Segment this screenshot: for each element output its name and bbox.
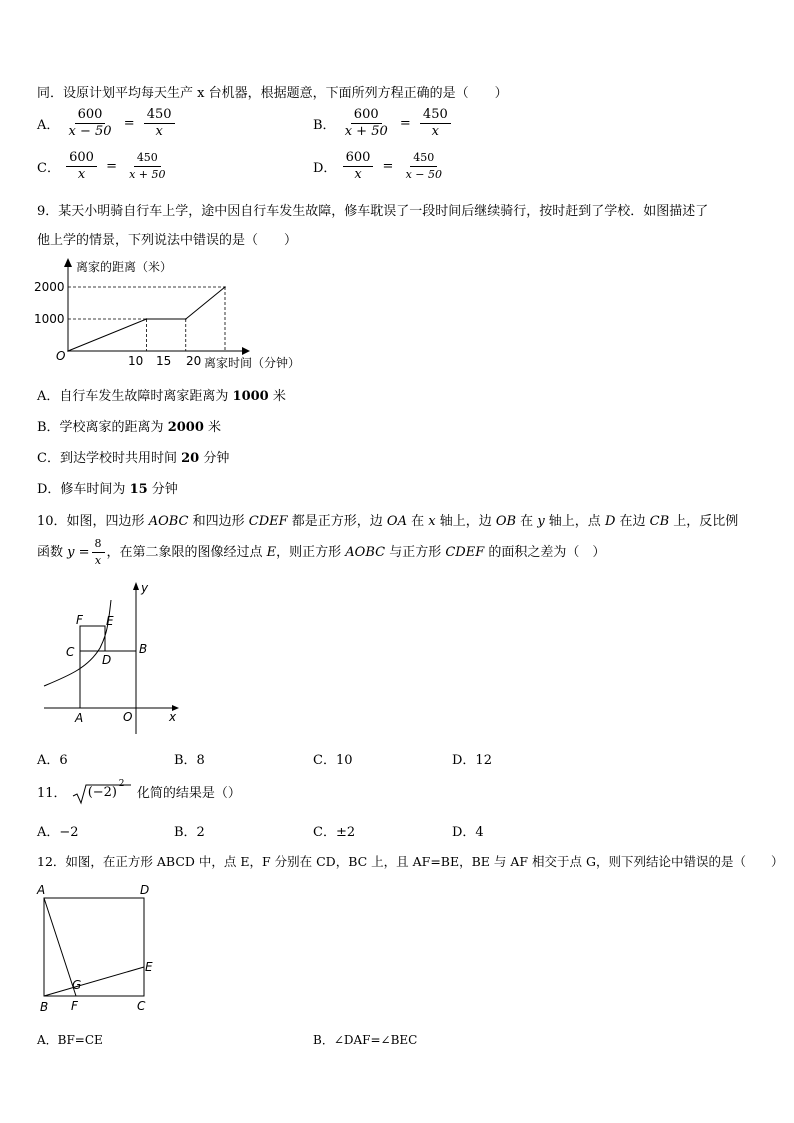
q12-stem: 12．如图，在正方形 ABCD 中，点 E，F 分别在 CD，BC 上，且 AF=BE，BE 与 AF 相交于点 G，则下列结论中错误的是（ ） (37, 854, 784, 869)
origin-label: O (56, 349, 66, 363)
frac-right: $\frac{450}{x + 50}$ (129, 151, 166, 181)
q9-stem-line2: 他上学的情景，下列说法中错误的是（ ） (37, 233, 298, 248)
frac-right: $\frac{450}{x}$ (144, 107, 175, 140)
label-f: F (76, 613, 83, 627)
x-tick-20: 20 (186, 354, 202, 368)
label-d: D (102, 653, 112, 667)
q8-option-a[interactable]: A． $\frac{600}{x - 50}$ = $\frac{450}{x}$ (37, 107, 177, 140)
x-axis-arrow-icon (242, 347, 250, 355)
frac-right: $\frac{450}{x}$ (420, 107, 451, 140)
segment-be (44, 967, 144, 996)
q8-option-c[interactable]: C． $\frac{600}{x}$ = $\frac{450}{x + 50}$ (37, 150, 171, 183)
frac-left: $\frac{600}{x - 50}$ (68, 107, 112, 139)
q11-stem: 11． (−2) 2 化简的结果是（） (37, 782, 241, 805)
q12-figure (34, 878, 164, 1018)
label-a: A (37, 883, 46, 897)
y-tick-1000: 1000 (34, 312, 65, 326)
label-e: E (106, 614, 114, 628)
q10-stem-line2: 函数 y = $\frac{8}{x}$ ，在第二象限的图像经过点 E，则正方形 AOBC 与正方形 CDEF 的面积之差为（ ） (37, 537, 606, 567)
q10-stem-line1: 10．如图，四边形 AOBC 和四边形 CDEF 都是正方形，边 OA 在 x 轴上，边 OB 在 y 轴上，点 D 在边 CB 上，反比例 (37, 514, 739, 529)
q10-option-a[interactable]: A．6 (37, 753, 68, 768)
q12-option-a[interactable]: A．BF=CE (37, 1033, 103, 1047)
label-b: B (139, 642, 148, 656)
data-point (185, 318, 187, 320)
q11-option-a[interactable]: A．−2 (37, 825, 79, 840)
x-tick-10: 10 (128, 354, 144, 368)
q10-option-d[interactable]: D．12 (452, 753, 492, 768)
label-c: C (66, 645, 75, 659)
q12-option-b[interactable]: B．∠DAF=∠BEC (313, 1033, 418, 1047)
q9-option-b[interactable]: B．学校离家的距离为 2000 米 (37, 420, 222, 435)
label-d: D (140, 883, 150, 897)
q8-option-d[interactable]: D． $\frac{600}{x}$ = $\frac{450}{x - 50}$ (313, 150, 447, 183)
q11-option-d[interactable]: D．4 (452, 825, 484, 840)
frac-right: $\frac{450}{x - 50}$ (405, 151, 443, 181)
sqrt-expression: (−2) 2 (71, 783, 133, 805)
label-x: x (169, 710, 177, 724)
x-axis-label: 离家时间（分钟） (204, 356, 301, 370)
label-c: C (137, 999, 146, 1013)
q9-option-d[interactable]: D．修车时间为 15 分钟 (37, 482, 178, 497)
square-cdef (80, 626, 105, 651)
label-a: A (75, 711, 84, 725)
data-point (146, 318, 148, 320)
label-b: B (40, 1000, 49, 1014)
data-point (224, 286, 226, 288)
q10-option-b[interactable]: B．8 (174, 753, 205, 768)
frac-left: $\frac{600}{x}$ (66, 150, 97, 183)
frac-left: $\frac{600}{x + 50}$ (344, 107, 388, 139)
label-o: O (123, 710, 133, 724)
label-y: y (141, 581, 149, 595)
q11-option-b[interactable]: B．2 (174, 825, 205, 840)
q10-figure (38, 578, 188, 738)
y-tick-2000: 2000 (34, 280, 65, 294)
y-axis-arrow-icon (64, 258, 72, 267)
q9-distance-time-graph (30, 255, 340, 375)
frac-left: $\frac{600}{x}$ (343, 150, 374, 183)
q10-option-c[interactable]: C．10 (313, 753, 353, 768)
q9-option-a[interactable]: A．自行车发生故障时离家距离为 1000 米 (37, 389, 286, 404)
y-axis-label: 离家的距离（米） (76, 260, 173, 274)
q8-stem: 同．设原计划平均每天生产 x 台机器，根据题意，下面所列方程正确的是（ ） (37, 86, 508, 101)
label-e: E (145, 960, 153, 974)
q9-stem-line1: 9．某天小明骑自行车上学，途中因自行车发生故障，修车耽误了一段时间后继续骑行，按时赶到了学校．如图描述了 (37, 204, 709, 219)
y-axis-arrow-icon (133, 582, 139, 590)
x-tick-15: 15 (156, 354, 172, 368)
label-g: G (72, 978, 82, 992)
data-point (67, 350, 69, 352)
q9-option-c[interactable]: C．到达学校时共用时间 20 分钟 (37, 451, 230, 466)
q11-option-c[interactable]: C．±2 (313, 825, 356, 840)
inverse-fraction: $\frac{8}{x}$ (92, 536, 105, 569)
label-f: F (71, 999, 78, 1013)
q8-option-b[interactable]: B． $\frac{600}{x + 50}$ = $\frac{450}{x}$ (313, 107, 453, 140)
